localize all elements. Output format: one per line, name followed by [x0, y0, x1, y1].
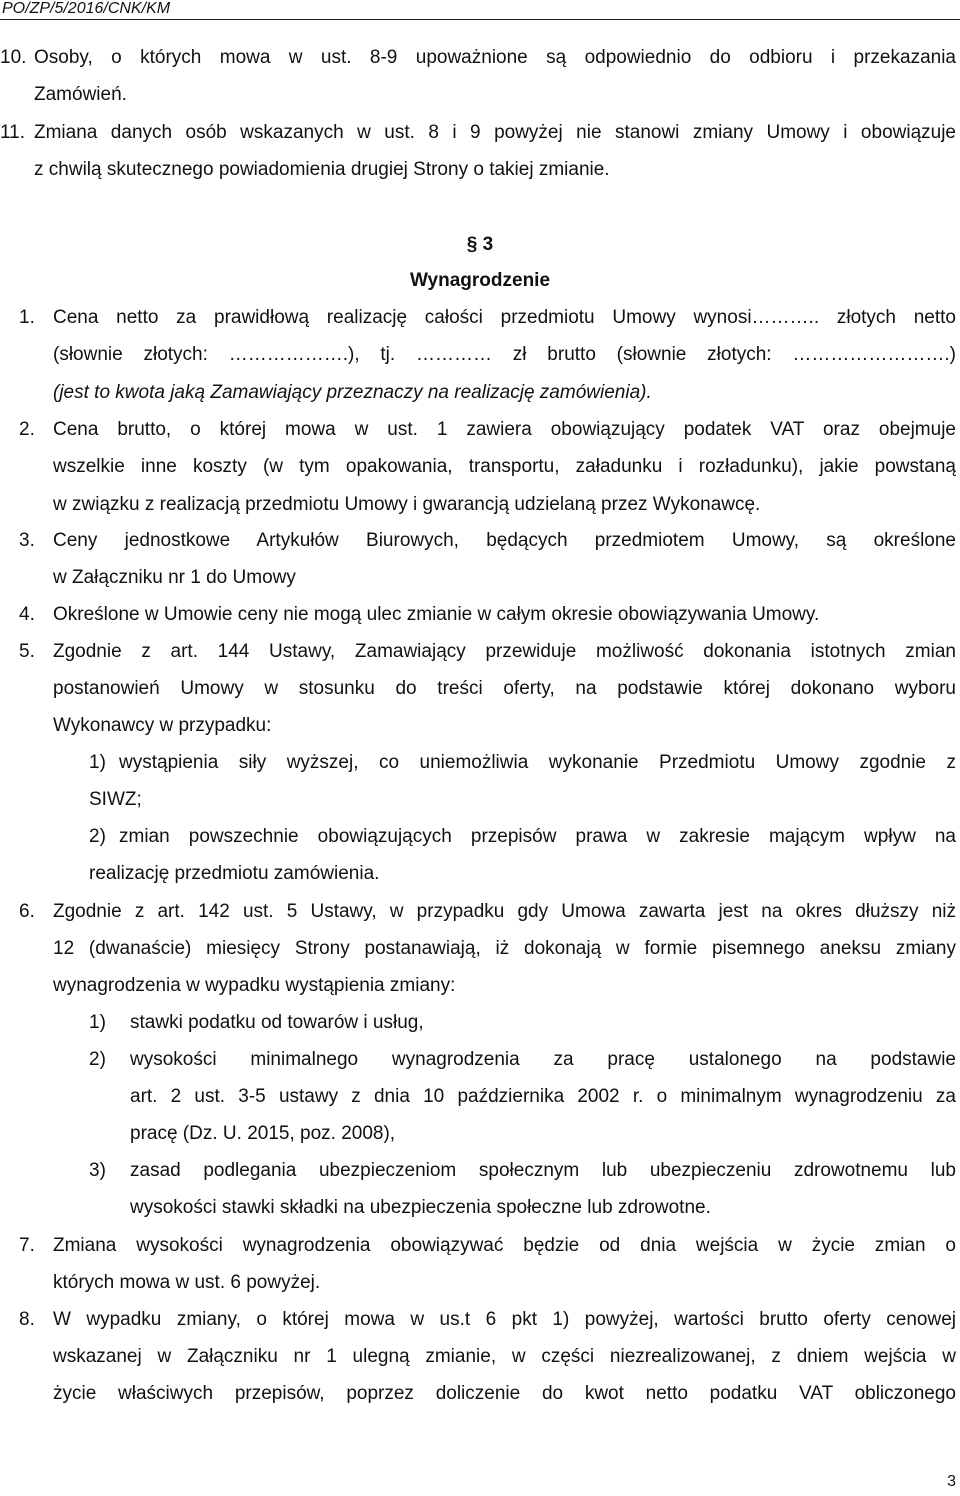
item-text: wskazanej w Załączniku nr 1 ulegną zmianie, w części niezrealizowanej, z dniem wejścia w	[53, 1346, 956, 1367]
item-text: (słownie złotych: ……………….), tj. ………… zł brutto (słownie złotych: …………………….)	[53, 344, 956, 365]
item-2-line-2	[0, 455, 960, 479]
item-number: 8.	[19, 1309, 35, 1330]
item-6-sub-1-line-1	[0, 1011, 960, 1035]
item-3-line-1	[0, 529, 960, 553]
item-text: Zmiana wysokości wynagrodzenia obowiązywać będzie od dnia wejścia w życie zmian o	[53, 1235, 956, 1256]
header-divider	[0, 19, 960, 20]
item-number: 4.	[19, 604, 35, 625]
item-6-sub-3-line-2	[0, 1196, 960, 1220]
subitem-text: pracę (Dz. U. 2015, poz. 2008),	[130, 1123, 396, 1144]
document-reference: PO/ZP/5/2016/CNK/KM	[2, 0, 171, 17]
item-number: 6.	[19, 901, 35, 922]
subitem-text: zasad podlegania ubezpieczeniom społecznym lub ubezpieczeniu zdrowotnemu lub	[130, 1160, 956, 1181]
item-6-sub-3-line-1	[0, 1159, 960, 1183]
item-text: Zgodnie z art. 142 ust. 5 Ustawy, w przypadku gdy Umowa zawarta jest na okres dłuższy niż	[53, 901, 956, 922]
subitem-text: wystąpienia siły wyższej, co uniemożliwia wykonanie Przedmiotu Umowy zgodnie z	[119, 752, 956, 773]
subitem-text: realizację przedmiotu zamówienia.	[89, 863, 380, 884]
subitem-text: zmian powszechnie obowiązujących przepisów prawa w zakresie mającym wpływ na	[119, 826, 956, 847]
item-6-line-3	[0, 974, 960, 998]
item-7-line-2	[0, 1271, 960, 1295]
item-text: w związku z realizacją przedmiotu Umowy i gwarancją udzielaną przez Wykonawcę.	[53, 494, 761, 515]
item-7-line-1	[0, 1234, 960, 1258]
item-6-line-1	[0, 900, 960, 924]
item-text: których mowa w ust. 6 powyżej.	[53, 1272, 321, 1293]
paragraph-11-line-1	[0, 121, 960, 145]
paragraph-10-line-2	[0, 83, 960, 107]
paragraph-text: Zamówień.	[34, 84, 127, 105]
item-number: 2.	[19, 419, 35, 440]
subitem-text: wysokości minimalnego wynagrodzenia za pracę ustalonego na podstawie	[130, 1049, 956, 1070]
item-6-sub-2-line-2	[0, 1085, 960, 1109]
item-5-sub-2-line-1	[0, 825, 960, 849]
subitem-text: art. 2 ust. 3-5 ustawy z dnia 10 października 2002 r. o minimalnym wynagrodzeniu za	[130, 1086, 956, 1107]
item-text: wszelkie inne koszty (w tym opakowania, transportu, załadunku i rozładunku), jakie powstaną	[53, 456, 956, 477]
item-6-sub-2-line-1	[0, 1048, 960, 1072]
subitem-number: 3)	[89, 1160, 106, 1181]
item-text: postanowień Umowy w stosunku do treści oferty, na podstawie której dokonano wyboru	[53, 678, 956, 699]
item-text: Cena netto za prawidłową realizację całości przedmiotu Umowy wynosi……….. złotych netto	[53, 307, 956, 328]
paragraph-10-line-1	[0, 46, 960, 70]
item-1-line-1	[0, 306, 960, 330]
subitem-number: 2)	[89, 1049, 106, 1070]
item-5-sub-1-line-2	[0, 788, 960, 812]
item-number: 1.	[19, 307, 35, 328]
item-text: w Załączniku nr 1 do Umowy	[53, 567, 296, 588]
paragraph-number: 10.	[0, 47, 27, 68]
page-number: 3	[947, 1473, 956, 1490]
subitem-number: 1)	[89, 1012, 106, 1033]
paragraph-text: z chwilą skutecznego powiadomienia drugiej Strony o takiej zmianie.	[34, 159, 610, 180]
item-text: Cena brutto, o której mowa w ust. 1 zawiera obowiązujący podatek VAT oraz obejmuje	[53, 419, 956, 440]
paragraph-text: Zmiana danych osób wskazanych w ust. 8 i 9 powyżej nie stanowi zmiany Umowy i obowiązuje	[34, 122, 956, 143]
subitem-text: wysokości stawki składki na ubezpieczenia społeczne lub zdrowotne.	[130, 1197, 711, 1218]
paragraph-text: Osoby, o których mowa w ust. 8-9 upoważnione są odpowiednio do odbioru i przekazania	[34, 47, 956, 68]
item-5-line-3	[0, 714, 960, 738]
item-8-line-3	[0, 1382, 960, 1406]
subitem-text: stawki podatku od towarów i usług,	[130, 1012, 424, 1033]
section-sign: § 3	[466, 234, 494, 255]
item-text: W wypadku zmiany, o której mowa w us.t 6 pkt 1) powyżej, wartości brutto oferty cenowej	[53, 1309, 956, 1330]
item-1-line-2	[0, 343, 960, 367]
item-text: Określone w Umowie ceny nie mogą ulec zmianie w całym okresie obowiązywania Umowy.	[53, 604, 820, 625]
item-number: 7.	[19, 1235, 35, 1256]
item-text: (jest to kwota jaką Zamawiający przeznaczy na realizację zamówienia).	[53, 382, 652, 403]
subitem-number: 1)	[89, 752, 106, 773]
item-2-line-3	[0, 493, 960, 517]
item-3-line-2	[0, 566, 960, 590]
section-title: Wynagrodzenie	[409, 270, 551, 291]
item-text: Zgodnie z art. 144 Ustawy, Zamawiający przewiduje możliwość dokonania istotnych zmian	[53, 641, 956, 662]
item-5-sub-2-line-2	[0, 862, 960, 886]
paragraph-11-line-2	[0, 158, 960, 182]
subitem-text: SIWZ;	[89, 789, 142, 810]
item-text: wynagrodzenia w wypadku wystąpienia zmiany:	[53, 975, 456, 996]
item-6-line-2	[0, 937, 960, 961]
item-text: Wykonawcy w przypadku:	[53, 715, 272, 736]
item-1-line-3	[0, 381, 960, 405]
item-number: 5.	[19, 641, 35, 662]
item-text: życie właściwych przepisów, poprzez doliczenie do kwot netto podatku VAT obliczonego	[53, 1383, 956, 1404]
subitem-number: 2)	[89, 826, 106, 847]
item-5-line-2	[0, 677, 960, 701]
item-text: 12 (dwanaście) miesięcy Strony postanawiają, iż dokonają w formie pisemnego aneksu zmiany	[53, 938, 956, 959]
item-6-sub-2-line-3	[0, 1122, 960, 1146]
paragraph-number: 11.	[0, 122, 26, 143]
item-4-line-1	[0, 603, 960, 627]
item-2-line-1	[0, 418, 960, 442]
item-8-line-1	[0, 1308, 960, 1332]
item-5-sub-1-line-1	[0, 751, 960, 775]
item-number: 3.	[19, 530, 35, 551]
item-text: Ceny jednostkowe Artykułów Biurowych, będących przedmiotem Umowy, są określone	[53, 530, 956, 551]
item-8-line-2	[0, 1345, 960, 1369]
item-5-line-1	[0, 640, 960, 664]
